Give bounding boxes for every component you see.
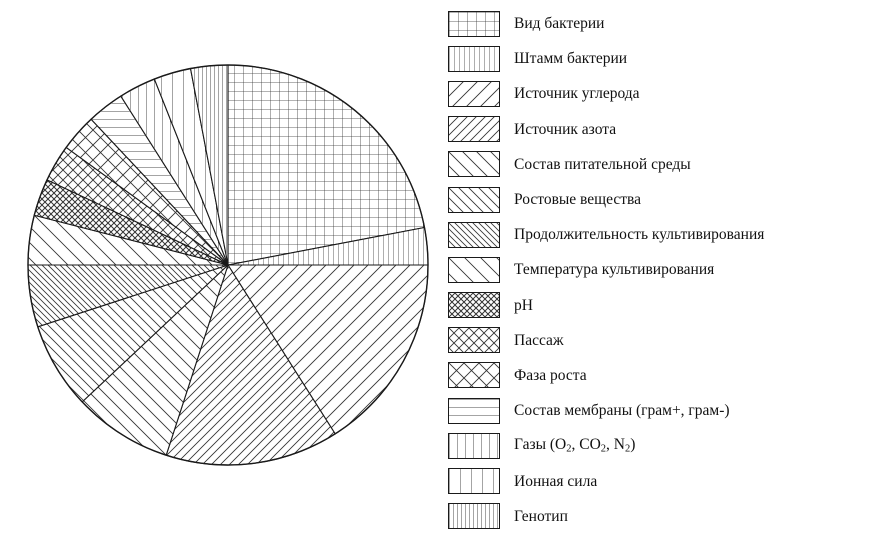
legend-item xyxy=(448,323,868,358)
legend-label: Температура культивирования xyxy=(514,261,715,279)
legend-swatch-diagonal-down-fine xyxy=(448,222,500,248)
legend-swatch-diagonal-down-sparse xyxy=(448,257,500,283)
legend-item xyxy=(448,499,868,534)
legend-label: Ростовые вещества xyxy=(514,191,642,208)
legend-label: Фаза роста xyxy=(514,366,587,384)
legend-item xyxy=(448,288,868,323)
chart-legend xyxy=(448,6,868,534)
legend-item xyxy=(448,6,868,41)
legend-swatch-diagonal-down-medium xyxy=(448,187,500,213)
legend-label: Источник углерода xyxy=(514,85,640,103)
legend-swatch-diagonal-down-wide xyxy=(448,151,500,177)
pie-chart xyxy=(18,55,438,475)
legend-item xyxy=(448,393,868,428)
legend-swatch-vertical-thin xyxy=(448,46,500,72)
legend-swatch-diagonal-up-wide xyxy=(448,81,500,107)
legend-label: pH xyxy=(514,296,533,314)
legend-item xyxy=(448,147,868,182)
legend-item xyxy=(448,252,868,287)
legend-label: Генотип xyxy=(514,507,568,525)
legend-label: Газы ($O_2$, $CO_2$, $N_2$) xyxy=(514,436,636,455)
legend-swatch-vertical-lines-dense xyxy=(448,503,500,529)
legend-swatch-grid-fine xyxy=(448,11,500,37)
legend-item xyxy=(448,428,868,463)
legend-item xyxy=(448,463,868,498)
legend-swatch-crosshatch-dense xyxy=(448,292,500,318)
legend-label: Штамм бактерии xyxy=(514,50,628,68)
legend-item xyxy=(448,76,868,111)
pie-slices xyxy=(28,65,428,465)
legend-item xyxy=(448,182,868,217)
legend-label: Состав мембраны (грам+, грам-) xyxy=(514,402,730,420)
legend-item xyxy=(448,217,868,252)
legend-label: Пассаж xyxy=(514,331,564,349)
legend-swatch-vertical-lines-wide xyxy=(448,468,500,494)
legend-label: Продолжительность культивирования xyxy=(514,226,765,244)
legend-swatch-crosshatch-medium xyxy=(448,327,500,353)
legend-label: Вид бактерии xyxy=(514,15,605,33)
legend-swatch-vertical-lines xyxy=(448,433,500,459)
legend-swatch-horizontal-lines xyxy=(448,398,500,424)
legend-item xyxy=(448,41,868,76)
legend-item xyxy=(448,112,868,147)
legend-label: Состав питательной среды xyxy=(514,155,691,173)
legend-item xyxy=(448,358,868,393)
pie-chart-svg xyxy=(18,55,438,475)
legend-swatch-diagonal-up-medium xyxy=(448,116,500,142)
legend-swatch-crosshatch-wide xyxy=(448,362,500,388)
legend-label: Ионная сила xyxy=(514,472,598,490)
legend-label: Источник азота xyxy=(514,120,617,138)
